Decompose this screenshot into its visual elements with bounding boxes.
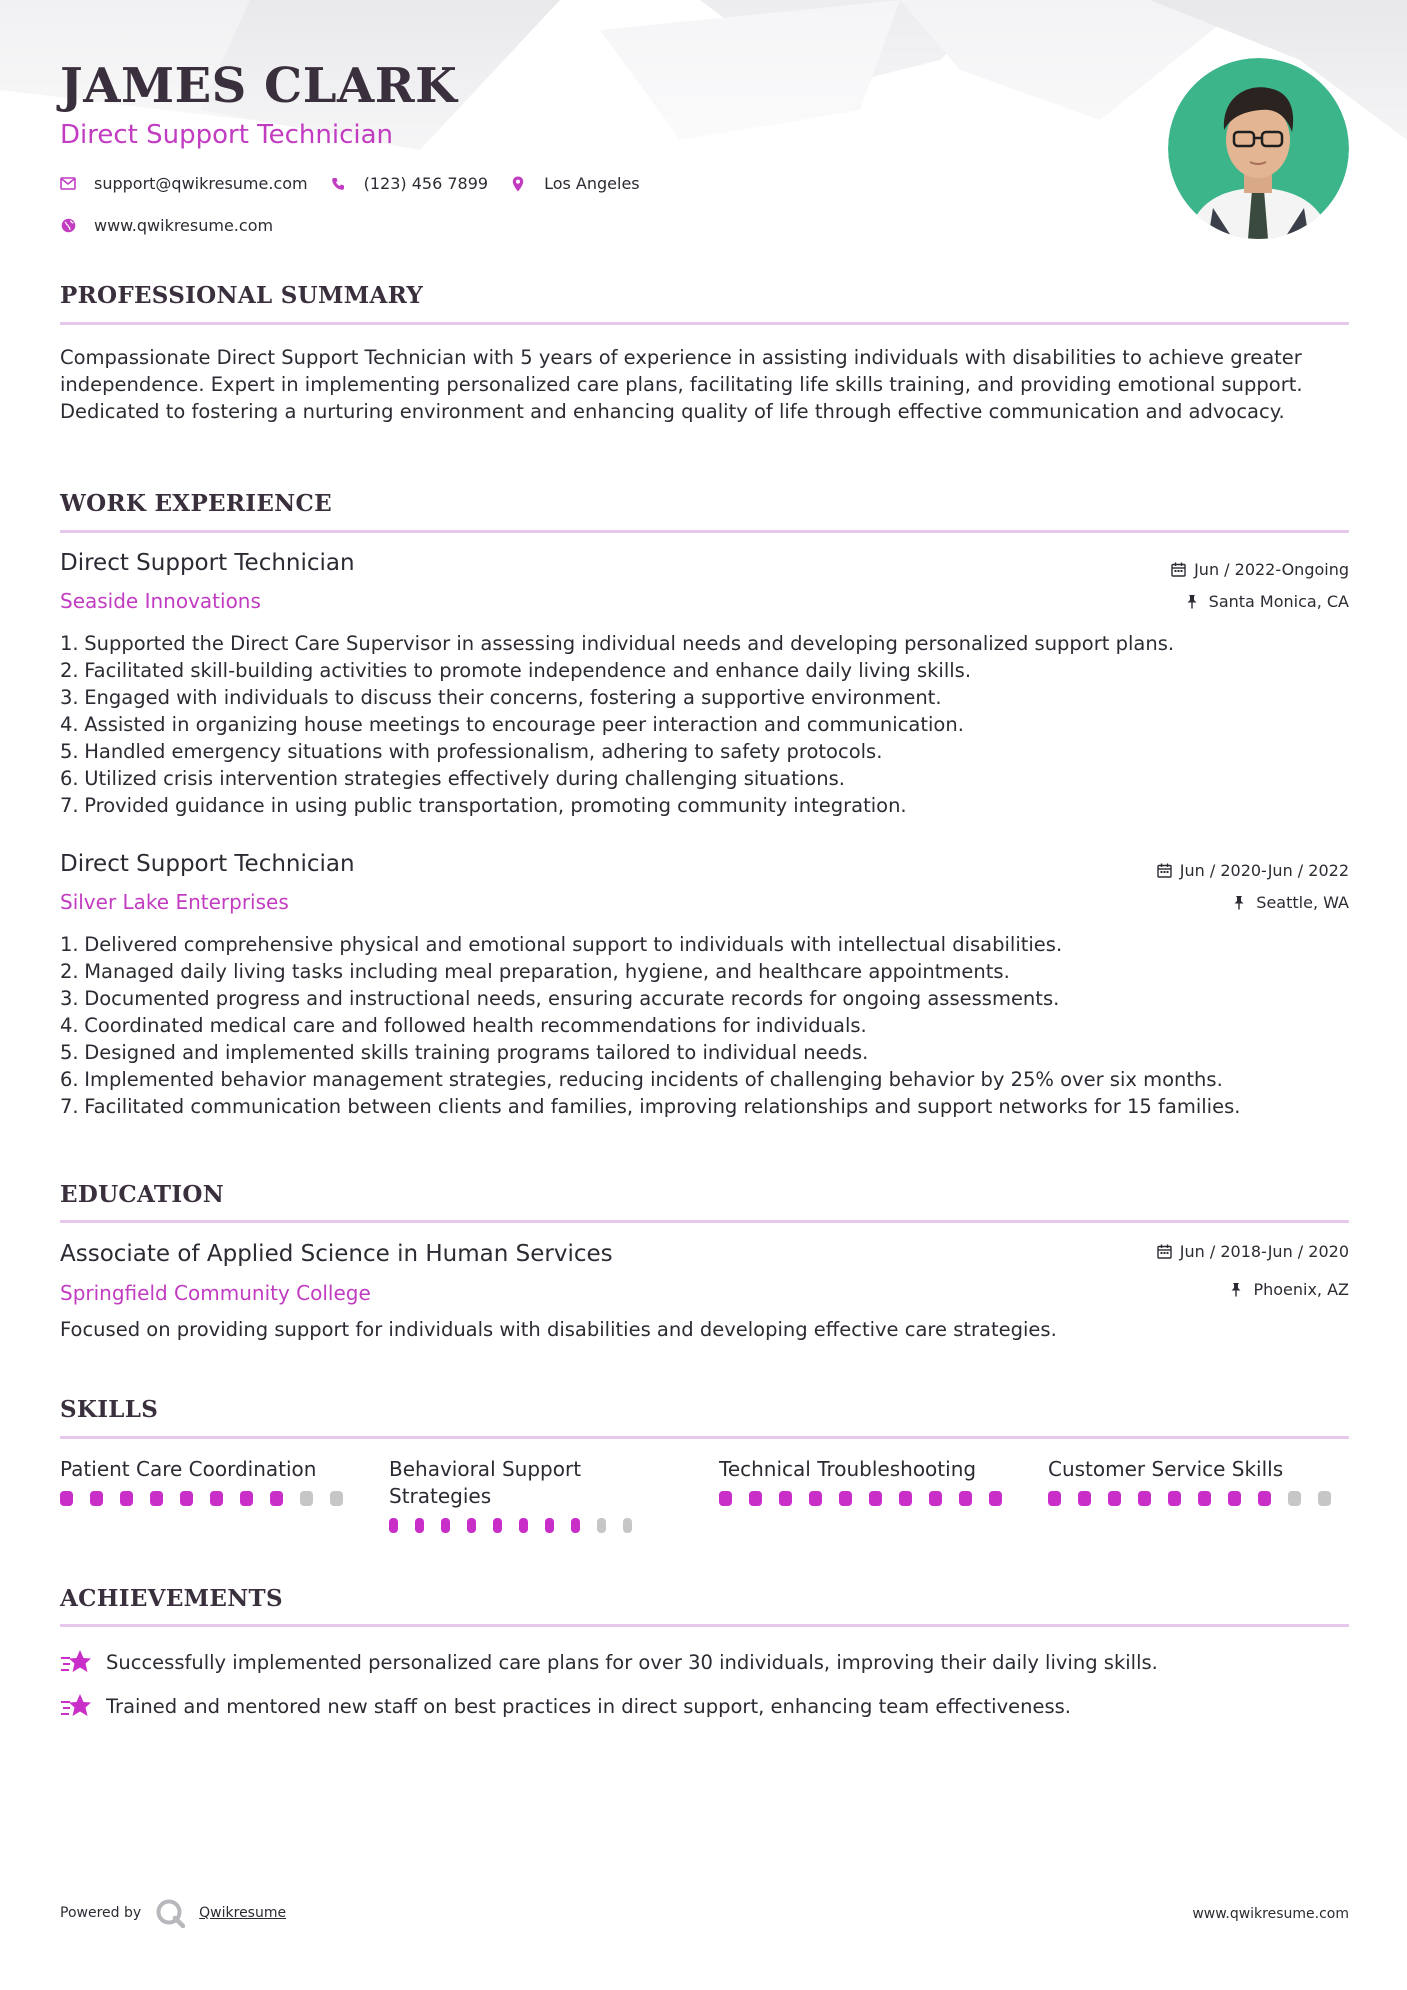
list-item: 1. Supported the Direct Care Supervisor in assessing individual needs and developing personalized support plans. [60, 632, 1175, 655]
phone-text: (123) 456 7899 [363, 174, 489, 193]
list-item: 5. Handled emergency situations with professionalism, adhering to safety protocols. [60, 740, 883, 763]
list-item: 4. Coordinated medical care and followed health recommendations for individuals. [60, 1014, 867, 1037]
rating-dot-filled [869, 1491, 882, 1506]
list-item: 6. Implemented behavior management strategies, reducing incidents of challenging behavior by 25% over six months. [60, 1068, 1223, 1091]
rating-dot-filled [120, 1491, 133, 1506]
achievement-text: Successfully implemented personalized care plans for over 30 individuals, improving their daily living skills. [106, 1650, 1158, 1674]
rating-dot-filled [1258, 1491, 1271, 1506]
shooting-star-icon [60, 1692, 92, 1720]
rating-dot-filled [1078, 1491, 1091, 1506]
rating-dot-filled [270, 1491, 283, 1506]
rating-dot-filled [1048, 1491, 1061, 1506]
rating-dot-filled [180, 1491, 193, 1506]
contact-row [60, 174, 662, 193]
job-title: Direct Support Technician [60, 550, 355, 576]
rating-dot-filled [1138, 1491, 1151, 1506]
shooting-star-icon [60, 1648, 92, 1676]
rating-dot-empty [300, 1491, 313, 1506]
skill-rating [60, 1491, 360, 1506]
job-bullets [60, 931, 1349, 1120]
rating-dot-filled [1108, 1491, 1121, 1506]
list-item: 7. Facilitated communication between clients and families, improving relationships and support networks for 15 families. [60, 1095, 1241, 1118]
skill-rating [389, 1518, 649, 1533]
qwikresume-link[interactable]: Qwikresume [199, 1905, 287, 1921]
rating-dot-filled [959, 1491, 972, 1506]
calendar-icon [1171, 562, 1186, 577]
calendar-icon [1157, 1244, 1172, 1259]
job-location [1186, 592, 1349, 611]
education-heading: EDUCATION [60, 1181, 225, 1208]
list-item: 3. Documented progress and instructional needs, ensuring accurate records for ongoing assessments. [60, 987, 1060, 1010]
experience-heading: WORK EXPERIENCE [60, 490, 332, 517]
education-dates [1157, 1242, 1349, 1261]
rating-dot-filled [779, 1491, 792, 1506]
rating-dot-empty [623, 1518, 632, 1533]
rating-dot-empty [330, 1491, 343, 1506]
job-bullets [60, 630, 1349, 819]
rating-dot-filled [749, 1491, 762, 1506]
job-dates-text: Jun / 2022-Ongoing [1194, 560, 1349, 579]
education-location [1230, 1280, 1349, 1299]
contact-email[interactable] [60, 174, 308, 193]
achievement-item [60, 1648, 1158, 1676]
rating-dot-empty [597, 1518, 606, 1533]
pushpin-icon [1186, 594, 1201, 609]
skill-rating [719, 1491, 1019, 1506]
phone-icon [330, 176, 346, 192]
skill-item [60, 1456, 360, 1506]
rating-dot-filled [389, 1518, 398, 1533]
list-item: 4. Assisted in organizing house meetings to encourage peer interaction and communication. [60, 713, 964, 736]
rating-dot-filled [240, 1491, 253, 1506]
job-dates [1171, 560, 1349, 579]
list-item: 5. Designed and implemented skills training programs tailored to individual needs. [60, 1041, 869, 1064]
summary-text: Compassionate Direct Support Technician with 5 years of experience in assisting individuals with disabilities to achieve greater independence. Expert in implementing personalized care plans, facilitating life skills training, and providing emotional support. Dedicated to fostering a nurturing environment and enhancing quality of life through effective communication and advocacy. [60, 346, 1303, 423]
pushpin-icon [1233, 895, 1248, 910]
powered-by-label: Powered by [60, 1905, 142, 1921]
resume-page [60, 0, 1349, 1990]
profile-photo [1168, 58, 1349, 239]
rating-dot-filled [493, 1518, 502, 1533]
summary-heading: PROFESSIONAL SUMMARY [60, 282, 424, 309]
skill-label: Patient Care Coordination [60, 1457, 317, 1481]
rating-dot-filled [150, 1491, 163, 1506]
rating-dot-filled [545, 1518, 554, 1533]
section-divider [60, 322, 1349, 325]
rating-dot-filled [60, 1491, 73, 1506]
skill-item [389, 1456, 649, 1533]
map-pin-icon [510, 176, 526, 192]
job-location-text: Santa Monica, CA [1208, 592, 1349, 611]
rating-dot-filled [929, 1491, 942, 1506]
job-title: Direct Support Technician [60, 851, 355, 877]
rating-dot-filled [210, 1491, 223, 1506]
location-text: Los Angeles [544, 174, 640, 193]
skill-item [719, 1456, 1019, 1506]
rating-dot-empty [1288, 1491, 1301, 1506]
list-item: 7. Provided guidance in using public transportation, promoting community integration. [60, 794, 907, 817]
section-divider [60, 1220, 1349, 1223]
skill-label: Behavioral Support Strategies [389, 1457, 582, 1508]
rating-dot-filled [519, 1518, 528, 1533]
skill-label: Customer Service Skills [1048, 1457, 1284, 1481]
contact-website[interactable] [60, 216, 273, 235]
rating-dot-empty [1318, 1491, 1331, 1506]
school-name: Springfield Community College [60, 1281, 371, 1305]
job-dates-text: Jun / 2020-Jun / 2022 [1179, 861, 1349, 880]
rating-dot-filled [415, 1518, 424, 1533]
contact-location [510, 174, 640, 193]
candidate-name: JAMES CLARK [60, 58, 458, 114]
rating-dot-filled [1228, 1491, 1241, 1506]
rating-dot-filled [989, 1491, 1002, 1506]
job-location [1233, 893, 1349, 912]
rating-dot-filled [571, 1518, 580, 1533]
list-item: 2. Facilitated skill-building activities to promote independence and enhance daily living skills. [60, 659, 972, 682]
list-item: 6. Utilized crisis intervention strategies effectively during challenging situations. [60, 767, 845, 790]
achievement-text: Trained and mentored new staff on best practices in direct support, enhancing team effectiveness. [106, 1694, 1071, 1718]
education-dates-text: Jun / 2018-Jun / 2020 [1179, 1242, 1349, 1261]
rating-dot-filled [441, 1518, 450, 1533]
qwikresume-logo-icon [155, 1898, 185, 1928]
skills-heading: SKILLS [60, 1396, 159, 1423]
list-item: 1. Delivered comprehensive physical and emotional support to individuals with intellectual disabilities. [60, 933, 1063, 956]
pushpin-icon [1230, 1282, 1245, 1297]
achievements-heading: ACHIEVEMENTS [60, 1585, 283, 1612]
section-divider [60, 1436, 1349, 1439]
contact-row-web [60, 216, 295, 235]
job-dates [1157, 861, 1349, 880]
candidate-role: Direct Support Technician [60, 120, 394, 150]
skill-label: Technical Troubleshooting [719, 1457, 977, 1481]
contact-phone[interactable] [330, 174, 488, 193]
calendar-icon [1157, 863, 1172, 878]
job-location-text: Seattle, WA [1256, 893, 1349, 912]
rating-dot-filled [899, 1491, 912, 1506]
rating-dot-filled [1168, 1491, 1181, 1506]
rating-dot-filled [809, 1491, 822, 1506]
rating-dot-filled [467, 1518, 476, 1533]
section-divider [60, 530, 1349, 533]
rating-dot-filled [839, 1491, 852, 1506]
envelope-icon [60, 176, 76, 192]
email-text: support@qwikresume.com [94, 174, 308, 193]
website-text: www.qwikresume.com [94, 216, 274, 235]
degree-title: Associate of Applied Science in Human Services [60, 1241, 613, 1267]
skill-item [1048, 1456, 1348, 1506]
list-item: 3. Engaged with individuals to discuss their concerns, fostering a supportive environment. [60, 686, 942, 709]
list-item: 2. Managed daily living tasks including meal preparation, hygiene, and healthcare appointments. [60, 960, 1010, 983]
rating-dot-filled [719, 1491, 732, 1506]
job-company: Seaside Innovations [60, 589, 261, 613]
job-company: Silver Lake Enterprises [60, 890, 289, 914]
rating-dot-filled [1198, 1491, 1211, 1506]
education-description: Focused on providing support for individuals with disabilities and developing effective care strategies. [60, 1318, 1057, 1341]
achievement-item [60, 1692, 1071, 1720]
section-divider [60, 1624, 1349, 1627]
education-location-text: Phoenix, AZ [1253, 1280, 1349, 1299]
skill-rating [1048, 1491, 1348, 1506]
footer-website[interactable]: www.qwikresume.com [1192, 1906, 1349, 1922]
footer-powered-by [60, 1898, 286, 1928]
rating-dot-filled [90, 1491, 103, 1506]
globe-icon [60, 218, 76, 234]
